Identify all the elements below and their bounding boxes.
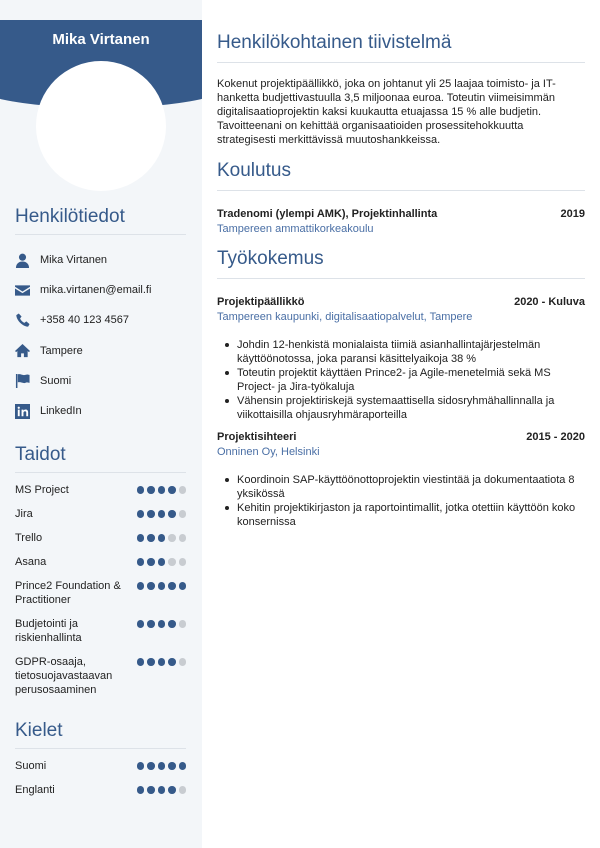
rating-dot-filled-icon	[147, 486, 155, 494]
degree: Tradenomi (ylempi AMK), Projektinhallinta	[217, 208, 438, 220]
summary-section	[217, 32, 585, 147]
bullet-item: Johdin 12-henkistä monialaista tiimiä asianhallintajärjestelmän käyttöönotossa, joka paransi käsittelyaikoja 38 %	[225, 338, 585, 366]
contact-linkedin[interactable]	[15, 396, 186, 426]
rating-dot-empty-icon	[179, 620, 187, 628]
rating-row	[15, 531, 186, 545]
rating-dot-filled-icon	[147, 658, 155, 666]
contact-phone-text[interactable]: +358 40 123 4567	[40, 314, 130, 327]
bullet-item: Koordinoin SAP-käyttöönottoprojektin viestintää ja dokumentaatiota 8 yksikössä	[225, 473, 585, 501]
rating-dot-empty-icon	[179, 486, 187, 494]
experience-entry	[217, 295, 585, 422]
personal-info-section	[15, 206, 186, 426]
rating-dot-filled-icon	[147, 786, 155, 794]
job-role: Projektisihteeri	[217, 431, 297, 443]
contact-linkedin-text[interactable]: LinkedIn	[40, 405, 82, 418]
job-employer: Onninen Oy, Helsinki	[217, 446, 320, 458]
email-icon	[15, 283, 30, 298]
rating-label: Prince2 Foundation & Practitioner	[15, 580, 121, 606]
profile-photo-placeholder	[36, 61, 166, 191]
contact-name-text: Mika Virtanen	[40, 254, 108, 267]
rating-dot-empty-icon	[179, 510, 187, 518]
rating-dot-filled-icon	[147, 510, 155, 518]
rating-dots	[137, 531, 187, 542]
languages-section	[15, 720, 186, 807]
contact-email[interactable]	[15, 275, 186, 305]
rating-dot-filled-icon	[158, 582, 166, 590]
rating-dots	[137, 783, 187, 794]
rating-dot-empty-icon	[168, 534, 176, 542]
languages-list	[15, 759, 186, 797]
contact-phone[interactable]	[15, 305, 186, 335]
rating-dot-filled-icon	[168, 510, 176, 518]
rating-label: Budjetointi ja riskienhallinta	[15, 618, 82, 644]
education-section	[217, 160, 585, 236]
contact-location-text: Tampere	[40, 344, 83, 357]
rating-dot-empty-icon	[179, 658, 187, 666]
rating-dot-filled-icon	[168, 620, 176, 628]
rating-dot-filled-icon	[147, 582, 155, 590]
rating-dots	[137, 555, 187, 566]
rating-dot-filled-icon	[137, 762, 145, 770]
rating-dot-filled-icon	[147, 558, 155, 566]
rating-row	[15, 617, 186, 645]
rating-dot-filled-icon	[158, 762, 166, 770]
home-icon	[15, 343, 30, 358]
job-role: Projektipäällikkö	[217, 296, 305, 308]
rating-dot-filled-icon	[179, 762, 187, 770]
job-employer: Tampereen kaupunki, digitalisaatiopalvelut, Tampere	[217, 311, 473, 323]
rating-dot-filled-icon	[168, 786, 176, 794]
rating-label: MS Project	[15, 484, 69, 496]
rating-dot-filled-icon	[158, 486, 166, 494]
rating-dot-filled-icon	[147, 762, 155, 770]
rating-dot-empty-icon	[179, 786, 187, 794]
rating-dot-filled-icon	[147, 534, 155, 542]
rating-dot-filled-icon	[158, 658, 166, 666]
rating-label: Suomi	[15, 760, 47, 772]
rating-dots	[137, 483, 187, 494]
contact-location	[15, 336, 186, 366]
rating-row	[15, 655, 186, 697]
summary-text: Kokenut projektipäällikkö, joka on johtanut yli 25 laajaa toimisto- ja IT-hanketta budjettivastuulla 3,5 miljoonaa euroa. Toteutin viimeisimmän digitalisaatioprojektin kaksi kuukautta etuajassa 15 % alle budjetin. Tavoitteenani on kehittää organisaatioiden prosessitehokkuutta strategisesti merkittävissä muutoshankkeissa.	[217, 78, 556, 146]
education-entry	[217, 207, 585, 236]
contact-name	[15, 245, 186, 275]
rating-dots	[137, 579, 187, 590]
rating-dot-empty-icon	[179, 558, 187, 566]
education-heading: Koulutus	[217, 160, 585, 191]
rating-label: GDPR-osaaja, tietosuojavastaavan perusosaaminen	[15, 656, 113, 696]
bullet-item: Vähensin projektiriskejä systemaattisella sidosryhmähallinnalla ja viikottaisilla ohjausryhmäraporteilla	[225, 394, 585, 422]
rating-dot-filled-icon	[137, 510, 145, 518]
rating-dots	[137, 507, 187, 518]
rating-dot-filled-icon	[158, 534, 166, 542]
rating-dots	[137, 617, 187, 628]
rating-dot-filled-icon	[137, 558, 145, 566]
summary-heading: Henkilökohtainen tiivistelmä	[217, 32, 585, 63]
rating-dot-filled-icon	[137, 786, 145, 794]
rating-dots	[137, 655, 187, 666]
rating-dots	[137, 759, 187, 770]
rating-row	[15, 507, 186, 521]
contact-nationality-text: Suomi	[40, 374, 72, 387]
bullet-item: Kehitin projektikirjaston ja raportointimallit, jotka otettiin käyttöön koko konsernissa	[225, 501, 585, 529]
contact-nationality	[15, 366, 186, 396]
rating-row	[15, 759, 186, 773]
graduation-year: 2019	[560, 208, 585, 220]
job-bullets	[217, 473, 585, 529]
rating-label: Trello	[15, 532, 43, 544]
bullet-item: Toteutin projektit käyttäen Prince2- ja Agile-menetelmiä sekä MS Project- ja Jira-työkaluja	[225, 366, 585, 394]
rating-label: Asana	[15, 556, 47, 568]
rating-dot-filled-icon	[168, 486, 176, 494]
rating-row	[15, 483, 186, 497]
sidebar	[0, 0, 202, 848]
experience-section	[217, 248, 585, 529]
job-period: 2015 - 2020	[526, 431, 585, 443]
rating-dot-filled-icon	[168, 582, 176, 590]
rating-row	[15, 579, 186, 607]
rating-dot-filled-icon	[137, 582, 145, 590]
candidate-name: Mika Virtanen	[52, 31, 150, 48]
rating-dot-filled-icon	[158, 558, 166, 566]
skills-heading: Taidot	[15, 444, 186, 473]
contact-email-text[interactable]: mika.virtanen@email.fi	[40, 284, 152, 297]
rating-dot-filled-icon	[147, 620, 155, 628]
rating-dot-filled-icon	[158, 620, 166, 628]
rating-dot-filled-icon	[137, 620, 145, 628]
rating-dot-filled-icon	[137, 534, 145, 542]
rating-row	[15, 783, 186, 797]
job-period: 2020 - Kuluva	[514, 296, 585, 308]
rating-dot-empty-icon	[179, 534, 187, 542]
rating-dot-filled-icon	[168, 762, 176, 770]
rating-row	[15, 555, 186, 569]
rating-dot-filled-icon	[137, 486, 145, 494]
rating-label: Englanti	[15, 784, 55, 796]
personal-info-heading: Henkilötiedot	[15, 206, 186, 235]
rating-dot-filled-icon	[168, 658, 176, 666]
rating-label: Jira	[15, 508, 33, 520]
rating-dot-filled-icon	[158, 510, 166, 518]
rating-dot-filled-icon	[137, 658, 145, 666]
rating-dot-filled-icon	[158, 786, 166, 794]
user-icon	[15, 253, 30, 268]
job-bullets	[217, 338, 585, 422]
rating-dot-empty-icon	[168, 558, 176, 566]
rating-dot-filled-icon	[179, 582, 187, 590]
experience-heading: Työkokemus	[217, 248, 585, 279]
skills-section	[15, 444, 186, 707]
school-name: Tampereen ammattikorkeakoulu	[217, 223, 374, 235]
linkedin-icon	[15, 404, 30, 419]
skills-list	[15, 483, 186, 697]
experience-entry	[217, 430, 585, 529]
flag-icon	[15, 373, 30, 388]
phone-icon	[15, 313, 30, 328]
languages-heading: Kielet	[15, 720, 186, 749]
